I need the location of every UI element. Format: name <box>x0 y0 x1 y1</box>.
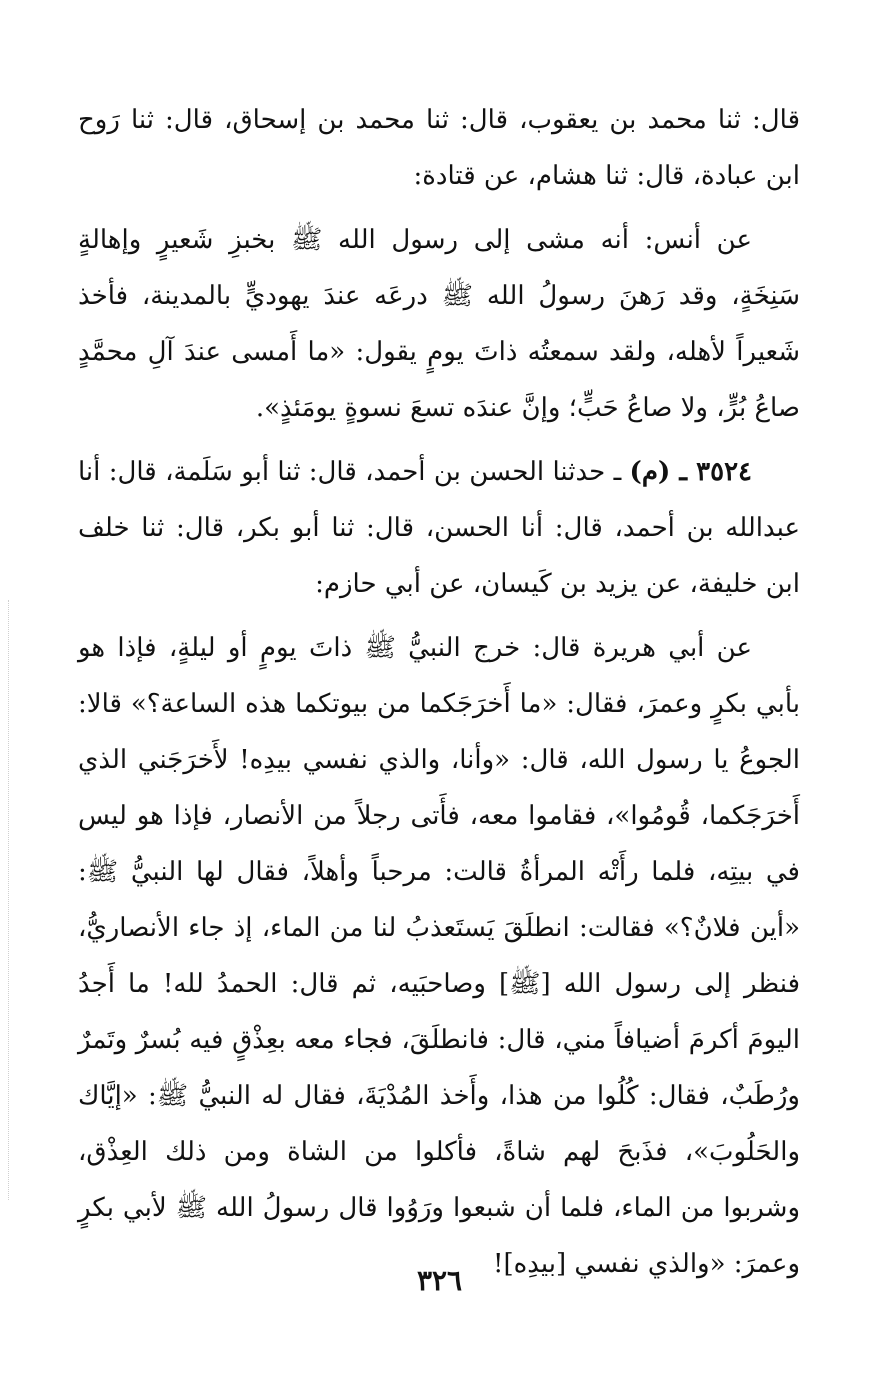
matn-text: عن أنس: أنه مشى إلى رسول الله ﷺ بخبزِ شَعيرٍ وإهالةٍ سَنِخَةٍ، وقد رَهنَ رسولُ الله ﷺ درعَه عندَ يهوديٍّ بالمدينة، فأخذ شَعيراً لأهله، ولقد سمعتُه ذاتَ يومٍ يقول: «ما أَمسى عندَ آلِ محمَّدٍ صاعُ بُرٍّ، ولا صاعُ حَبٍّ؛ وإنَّ عندَه تسعَ نسوةٍ يومَئذٍ». <box>78 225 800 423</box>
isnad-paragraph-1 <box>78 92 800 204</box>
isnad-text: قال: ثنا محمد بن يعقوب، قال: ثنا محمد بن إسحاق، قال: ثنا رَوح ابن عبادة، قال: ثنا هشام، عن قتادة: <box>78 105 800 191</box>
matn-paragraph-2 <box>78 620 800 1292</box>
matn-text: عن أبي هريرة قال: خرج النبيُّ ﷺ ذاتَ يومٍ أو ليلةٍ، فإذا هو بأبي بكرٍ وعمرَ، فقال: «ما أَخرَجَكما من بيوتكما هذه الساعة؟» قالا: الجوعُ يا رسول الله، قال: «وأنا، والذي نفسي بيدِه! لأَخرَجَني الذي أَخرَجَكما، قُومُوا»، فقاموا معه، فأَتى رجلاً من الأنصار، فإذا هو ليس في بيتِه، فلما رأَتْه المرأةُ قالت: مرحباً وأهلاً، فقال لها النبيُّ ﷺ: «أين فلانٌ؟» فقالت: انطلَقَ يَستَعذبُ لنا من الماء، إذ جاء الأنصاريُّ، فنظر إلى رسول الله [ﷺ] وصاحبَيه، ثم قال: الحمدُ لله! ما أَجدُ اليومَ أكرمَ أضيافاً مني، قال: فانطلَقَ، فجاء معه بعِذْقٍ فيه بُسرٌ وتَمرٌ ورُطَبٌ، فقال: كُلُوا من هذا، وأَخذ المُدْيَةَ، فقال له النبيُّ ﷺ: «إيَّاك والحَلُوبَ»، فذَبحَ لهم شاةً، فأكلوا من الشاة ومن ذلك العِذْق، وشربوا من الماء، فلما أن شبعوا ورَوُوا قال رسولُ الله ﷺ لأبي بكرٍ وعمرَ: «والذي نفسي [بيدِه]! <box>78 633 800 1279</box>
hadith-number: ٣٥٢٤ ـ (م) <box>629 457 752 487</box>
page-number: ٣٢٦ <box>416 1264 463 1297</box>
isnad-paragraph-2 <box>78 444 800 612</box>
matn-paragraph-1 <box>78 212 800 436</box>
isnad-text: ـ حدثنا الحسن بن أحمد، قال: ثنا أبو سَلَمة، قال: أنا عبدالله بن أحمد، قال: أنا الحسن، قال: ثنا أبو بكر، قال: ثنا خلف ابن خليفة، عن يزيد بن كَيسان، عن أبي حازم: <box>78 457 800 599</box>
page-body <box>78 92 800 1300</box>
scan-margin-mark <box>8 600 10 1200</box>
